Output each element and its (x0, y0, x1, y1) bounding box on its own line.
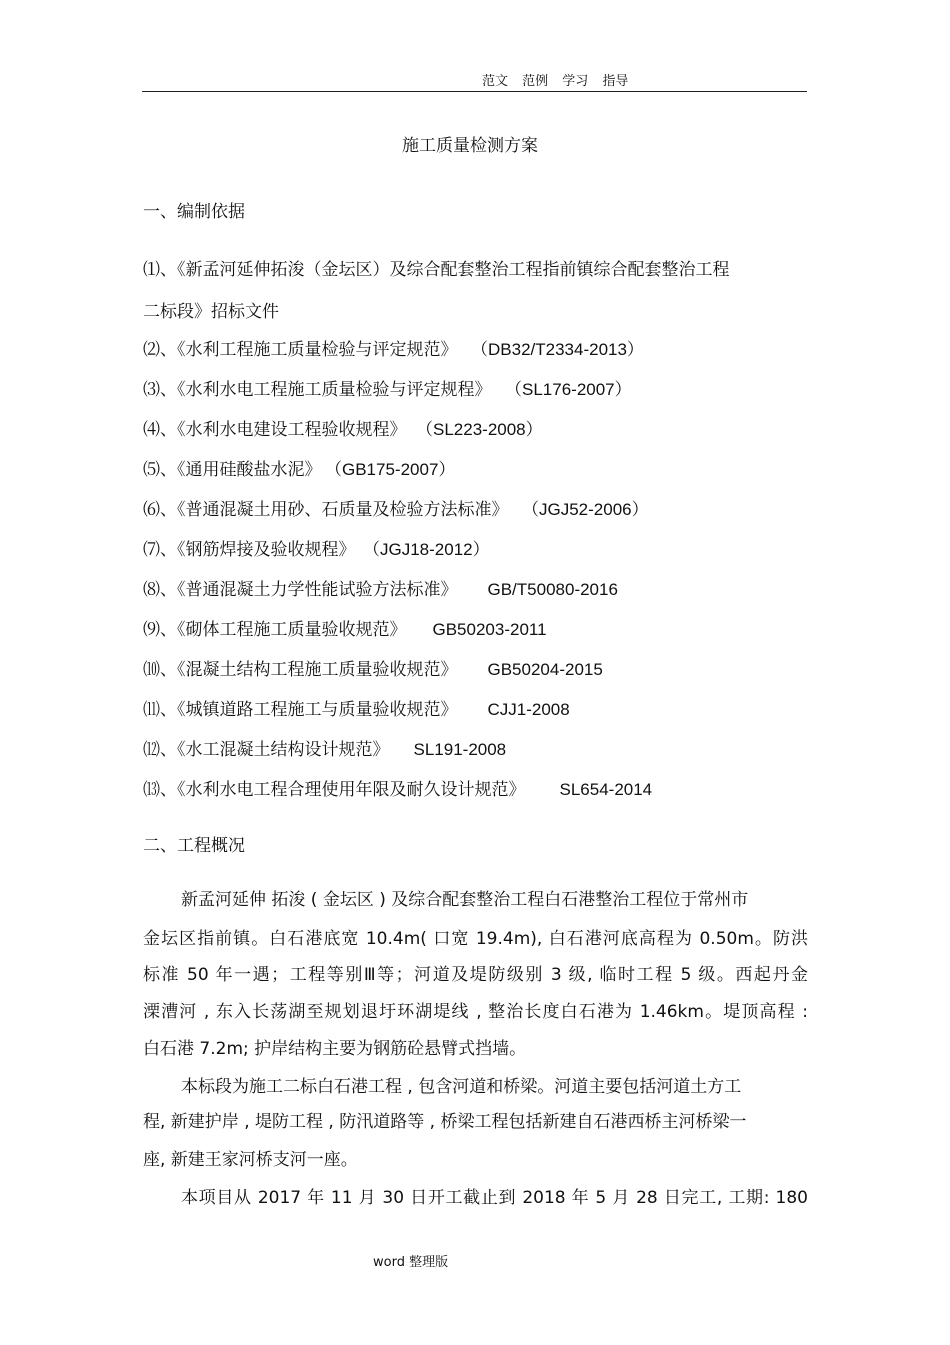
paragraph-line: 金坛区指前镇。白石港底宽 10.4m( 口宽 19.4m), 白石港河底高程为 0.50m。防洪 (143, 929, 808, 949)
reference-title: 《普通混凝土用砂、石质量及检验方法标准》 (177, 500, 509, 520)
reference-title: 《新孟河延伸拓浚（金坛区）及综合配套整治工程指前镇综合配套整治工程 (177, 260, 730, 280)
header-divider (142, 91, 807, 92)
paragraph-line: 新孟河延伸 拓浚 ( 金坛区 ) 及综合配套整治工程白石港整治工程位于常州市 (181, 890, 749, 910)
reference-item (143, 495, 649, 520)
reference-number: ⑵、 (143, 340, 177, 360)
document-title: 施工质量检测方案 (402, 136, 538, 156)
reference-number: ⑹、 (143, 500, 177, 520)
section-heading-basis: 一、编制依据 (143, 202, 245, 222)
reference-item (143, 655, 603, 680)
reference-code: （SL223-2008） (424, 420, 543, 439)
reference-title: 《混凝土结构工程施工质量验收规范》 (177, 660, 458, 680)
paragraph-line: 座, 新建王家河桥支河一座。 (143, 1150, 358, 1170)
reference-number: ⑴、 (143, 260, 177, 280)
reference-code: SL191-2008 (413, 740, 507, 759)
reference-code: （GB175-2007） (333, 460, 456, 479)
reference-title: 《水利水电建设工程验收规程》 (177, 420, 407, 440)
reference-code: （JGJ18-2012） (371, 540, 490, 559)
reference-number: ⑶、 (143, 380, 177, 400)
reference-code: GB50203-2011 (432, 620, 547, 639)
reference-code: （JGJ52-2006） (530, 500, 649, 519)
reference-title: 《钢筋焊接及验收规程》 (177, 540, 356, 560)
reference-number: ⑸、 (143, 460, 177, 480)
paragraph-line: 溧漕河 , 东入长荡湖至规划退圩环湖堤线 , 整治长度白石港为 1.46km。堤顶高程 : (143, 1002, 808, 1022)
reference-item (143, 575, 618, 600)
reference-title: 《普通混凝土力学性能试验方法标准》 (177, 580, 458, 600)
reference-title: 《水利水电工程施工质量检验与评定规程》 (177, 380, 492, 400)
reference-code: CJJ1-2008 (487, 700, 570, 719)
reference-number: ⑻、 (143, 580, 177, 600)
reference-title: 《水利水电工程合理使用年限及耐久设计规范》 (177, 780, 526, 800)
reference-number: ⑼、 (143, 620, 177, 640)
reference-title: 《水利工程施工质量检验与评定规范》 (177, 340, 458, 360)
reference-code: （DB32/T2334-2013） (479, 340, 644, 359)
reference-item (143, 735, 506, 760)
reference-item (143, 695, 570, 720)
reference-item (143, 775, 652, 800)
paragraph-line: 白石港 7.2m; 护岸结构主要为钢筋砼悬臂式挡墙。 (143, 1039, 527, 1059)
reference-item (143, 255, 730, 280)
reference-title: 《水工混凝土结构设计规范》 (177, 740, 390, 760)
reference-item-continuation (143, 297, 279, 322)
reference-title: 《城镇道路工程施工与质量验收规范》 (177, 700, 458, 720)
reference-item (143, 415, 543, 440)
reference-code: GB/T50080-2016 (487, 580, 618, 599)
reference-number: ⑽、 (143, 660, 177, 680)
reference-item (143, 375, 632, 400)
reference-number: ⒀、 (143, 780, 177, 800)
reference-title: 《砌体工程施工质量验收规范》 (177, 620, 407, 640)
reference-item (143, 335, 644, 360)
reference-item (143, 455, 455, 480)
reference-number: ⑿、 (143, 740, 177, 760)
reference-number: ⑷、 (143, 420, 177, 440)
paragraph-line: 标准 50 年一遇；工程等别Ⅲ等；河道及堤防级别 3 级, 临时工程 5 级。西起丹金 (143, 965, 808, 985)
reference-code: GB50204-2015 (487, 660, 603, 679)
paragraph-line: 本项目从 2017 年 11 月 30 日开工截止到 2018 年 5 月 28 日完工, 工期: 180 (181, 1188, 808, 1208)
reference-title: 《通用硅酸盐水泥》 (177, 460, 322, 480)
reference-title: 二标段》招标文件 (143, 302, 279, 322)
reference-item (143, 615, 547, 640)
header-text: 范文 范例 学习 指导 (482, 74, 629, 89)
reference-number: ⑾、 (143, 700, 177, 720)
section-heading-overview: 二、工程概况 (143, 836, 245, 856)
reference-code: SL654-2014 (559, 780, 653, 799)
paragraph-line: 本标段为施工二标白石港工程 , 包含河道和桥梁。河道主要包括河道土方工 (181, 1077, 742, 1097)
reference-number: ⑺、 (143, 540, 177, 560)
paragraph-line: 程, 新建护岸 , 堤防工程 , 防汛道路等 , 桥梁工程包括新建自石港西桥主河桥梁一 (143, 1112, 747, 1132)
page-footer: word 整理版 (373, 1255, 449, 1270)
reference-code: （SL176-2007） (513, 380, 632, 399)
reference-item (143, 535, 490, 560)
